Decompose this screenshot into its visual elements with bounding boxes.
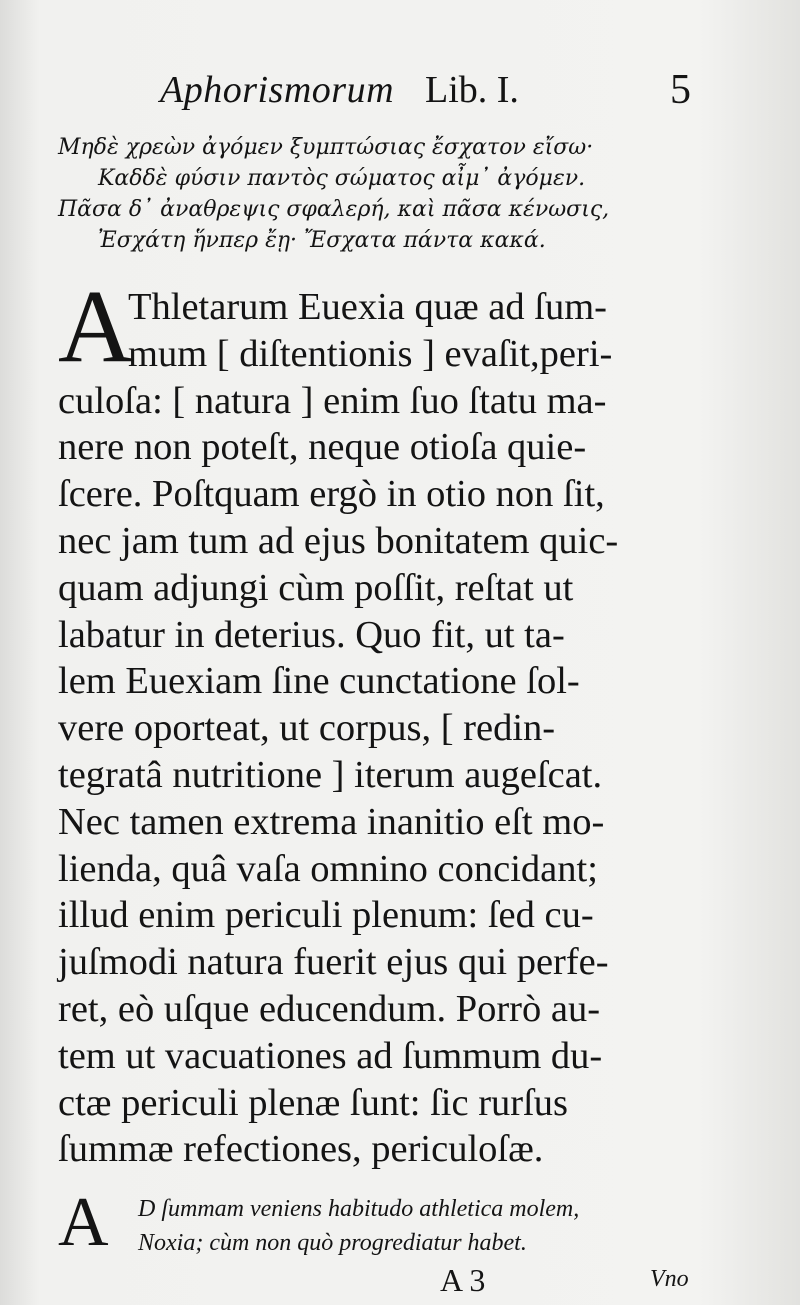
text-line: nere non poteſt, neque otioſa quie-	[58, 426, 587, 469]
text-line: ctæ periculi plenæ ſunt: ſic rurſus	[58, 1081, 569, 1124]
text-line: labatur in deterius. Quo fit, ut ta-	[58, 613, 565, 656]
text-line: nec jam tum ad ejus bonitatem quic-	[58, 519, 619, 562]
note-line: D ſummam veniens habitudo athletica molem,	[138, 1196, 580, 1222]
verse-note	[58, 1184, 718, 1261]
text-line: vere oporteat, ut corpus, [ redin-	[58, 707, 556, 750]
greek-line: Ἐσχάτη ἥνπερ ἔῃ· Ἔσχατα πάντα κακά.	[98, 228, 546, 253]
text-line: ſcere. Poſtquam ergò in otio non ſit,	[58, 473, 605, 516]
note-drop-capital: A	[58, 1184, 109, 1261]
catchword: Vno	[650, 1266, 689, 1292]
greek-line: Καδδὲ φύσιν παντὸς σώματος αἶμ᾽ ἀγόμεν.	[98, 166, 586, 191]
text-line: Nec tamen extrema inanitio eſt mo-	[58, 800, 605, 843]
text-line: lem Euexiam ſine cunctatione ſol-	[58, 660, 580, 703]
text-line: mum [ diſtentionis ] evaſit,peri-	[128, 332, 613, 375]
greek-line: Μηδὲ χρεὼν ἀγόμεν ξυμπτώσιας ἔσχατον εἴσω·	[58, 135, 594, 160]
drop-capital: A	[58, 269, 134, 384]
signature-mark: A 3	[440, 1262, 486, 1298]
book-number: Lib. I.	[425, 69, 519, 111]
text-line: tem ut vacuationes ad ſummum du-	[58, 1034, 603, 1077]
text-line: culoſa: [ natura ] enim ſuo ſtatu ma-	[58, 379, 607, 422]
greek-line: Πᾶσα δ᾽ ἀναθρεψις σφαλερή, καὶ πᾶσα κένωσις,	[58, 197, 610, 222]
text-line: quam adjungi cùm poſſit, reſtat ut	[58, 566, 574, 609]
note-line: Noxia; cùm non quò progrediatur habet.	[138, 1230, 527, 1256]
text-line: juſmodi natura fuerit ejus qui perfe-	[58, 941, 609, 984]
text-line: ſummæ refectiones, periculoſæ.	[58, 1128, 544, 1171]
running-title: Aphorismorum	[160, 69, 395, 111]
text-line: ret, eò uſque educendum. Porrò au-	[58, 987, 601, 1030]
aphorism-text	[58, 269, 718, 1173]
text-line: Thletarum Euexia quæ ad ſum-	[128, 286, 607, 328]
greek-verse	[58, 132, 738, 256]
page-number: 5	[670, 67, 691, 113]
page-header	[160, 68, 720, 118]
text-line: tegratâ nutritione ] iterum augeſcat.	[58, 753, 603, 796]
text-line: lienda, quâ vaſa omnino concidant;	[58, 847, 598, 890]
text-line: illud enim periculi plenum: ſed cu-	[58, 894, 594, 937]
